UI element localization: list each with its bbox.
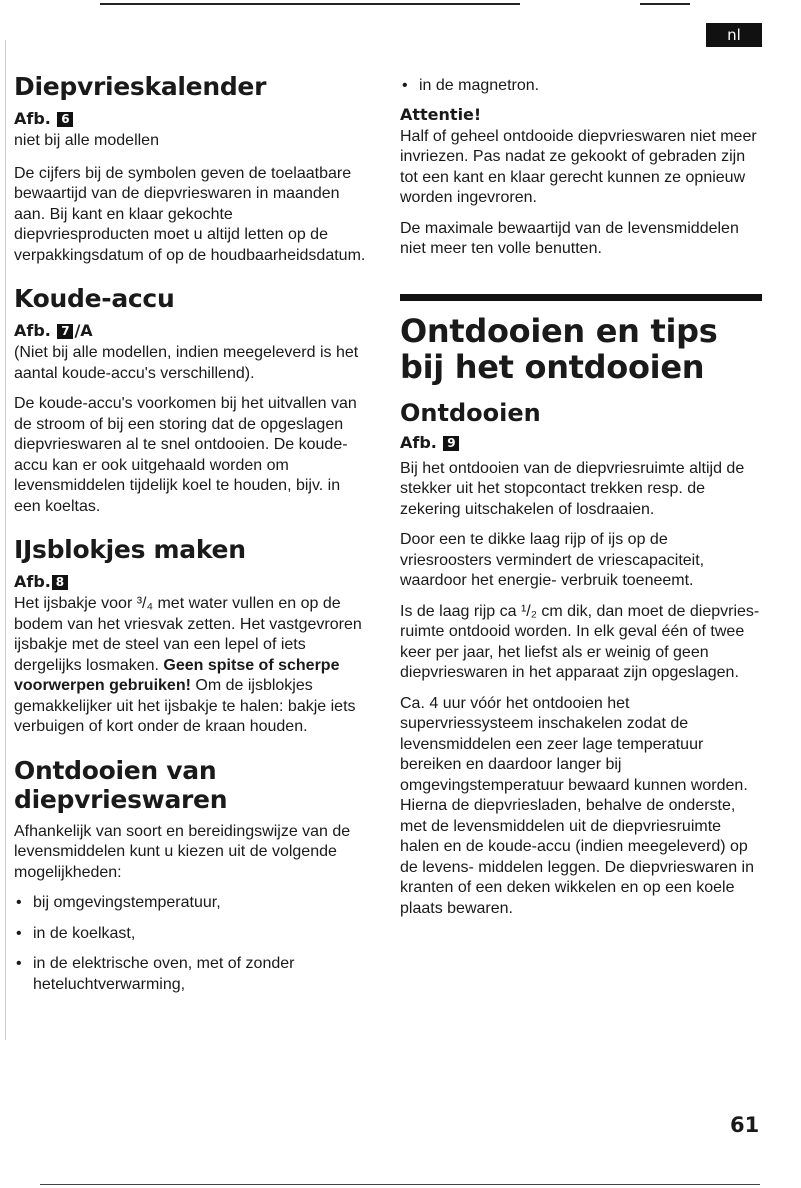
- figure-number-badge: 8: [52, 575, 68, 590]
- paragraph: Is de laag rijp ca ¹/₂ cm dik, dan moet de diepvries- ruimte ontdooid worden. In elk geval één of twee keer per jaar, het liefst als er weinig of geen diepvrieswaren in het apparaat zijn opgeslagen.: [400, 602, 760, 681]
- paragraph: Afhankelijk van soort en bereidingswijze van de levensmiddelen kunt u kiezen uit de volgende mogelijkheden:: [14, 822, 351, 881]
- bullet-list: [14, 893, 370, 995]
- list-item: • in de elektrische oven, met of zonder heteluchtverwarming,: [14, 954, 370, 995]
- paragraph: [14, 594, 370, 738]
- figure-reference: [14, 321, 370, 341]
- paragraph-text: Het ijsbakje voor ³/₄ met water vullen en op de bodem van het vriesvak zetten. Het vastgevroren ijsbakje met de steel van een lepel of iets dergelijks losmaken.: [14, 595, 362, 674]
- list-item: • in de koelkast,: [14, 924, 370, 945]
- page-number: 61: [730, 1113, 760, 1137]
- figure-prefix: Afb.: [400, 432, 437, 452]
- paragraph: Bij het ontdooien van de diepvriesruimte altijd de stekker uit het stopcontact trekken resp. de zekering uitschakelen of losdraaien.: [400, 459, 745, 518]
- paragraph: Door een te dikke laag rijp of ijs op de vriesroosters vermindert de vriescapaciteit, waardoor het energie- verbruik toeneemt.: [400, 531, 705, 589]
- paragraph-text: Om de ijsblokjes gemakkelijker uit het ijsbakje te halen: bakje iets verbuigen of kort onder de kraan houden.: [14, 677, 356, 735]
- attention-paragraph: Half of geheel ontdooide diepvrieswaren niet meer invriezen. Pas nadat ze gekookt of gebraden zijn tot een kant en klaar gerecht kunnen ze opnieuw worden ingevroren.: [400, 127, 757, 206]
- figure-reference: [14, 109, 370, 129]
- paragraph: De maximale bewaartijd van de levensmiddelen niet meer ten volle benutten.: [400, 219, 739, 257]
- margin-line: [5, 40, 6, 1040]
- paragraph: Ca. 4 uur vóór het ontdooien het supervriessysteem inschakelen zodat de levensmiddelen een zeer lage temperatuur bereiken en daardoor langer bij omgevingstemperatuur bewaard kunnen worden. Hierna de diepvriesladen, behalve de onderste, met de levensmiddelen uit de diepvriesruimte halen en de koude-accu (indien meegeleverd) op de levens- middelen leggen. De diepvrieswaren in kranten of een deken wikkelen en op een koele plaats bewaren.: [400, 694, 754, 917]
- section-divider: [400, 294, 762, 301]
- figure-number-badge: 7: [57, 324, 73, 339]
- list-item: • bij omgevingstemperatuur,: [14, 893, 370, 914]
- language-badge: nl: [706, 23, 762, 47]
- model-note: niet bij alle modellen: [14, 132, 159, 149]
- paragraph: De cijfers bij de symbolen geven de toelaatbare bewaartijd van de diepvrieswaren in maanden aan. Bij kant en klaar gekochte diepvriesproducten moet u altijd letten op de verpakkingsdatum of op de houdbaarheidsdatum.: [14, 164, 366, 264]
- top-rule-right: [640, 3, 690, 5]
- figure-prefix: Afb.: [14, 109, 51, 128]
- chapter-title: Ontdooien en tips bij het ontdooien: [400, 311, 718, 386]
- section-title-ontdooien-diepvrieswaren: Ontdooien van diepvrieswaren: [14, 755, 228, 814]
- figure-suffix: /A: [74, 321, 93, 340]
- list-item: • in de magnetron.: [400, 76, 762, 97]
- attention-title: Attentie!: [400, 104, 482, 124]
- bullet-list-continued: [400, 76, 762, 97]
- bottom-rule: [40, 1184, 760, 1185]
- left-column: [14, 60, 370, 1005]
- paragraph: De koude-accu's voorkomen bij het uitvallen van de stroom of bij een storing dat de opgeslagen diepvrieswaren al te snel ontdooien. De koude-accu kan er ook uitgehaald worden om levensmiddelen tijdelijk koel te houden, bijv. in een koeltas.: [14, 395, 357, 515]
- figure-reference: [14, 572, 370, 592]
- figure-prefix: Afb.: [14, 572, 51, 591]
- section-title-koude-accu: Koude-accu: [14, 284, 175, 313]
- warning-text: Geen spitse of scherpe voorwerpen gebruiken!: [14, 656, 340, 694]
- section-title-ijsblokjes: IJsblokjes maken: [14, 535, 246, 564]
- subsection-title-ontdooien: Ontdooien: [400, 398, 541, 427]
- section-title-diepvrieskalender: Diepvrieskalender: [14, 72, 267, 101]
- figure-number-badge: 6: [57, 112, 73, 127]
- figure-number-badge: 9: [443, 436, 459, 451]
- top-rule: [100, 3, 520, 5]
- figure-reference: [400, 433, 762, 453]
- figure-prefix: Afb.: [14, 321, 51, 340]
- right-column: [400, 76, 762, 929]
- model-note: (Niet bij alle modellen, indien meegeleverd is het aantal koude-accu's verschillend).: [14, 344, 359, 382]
